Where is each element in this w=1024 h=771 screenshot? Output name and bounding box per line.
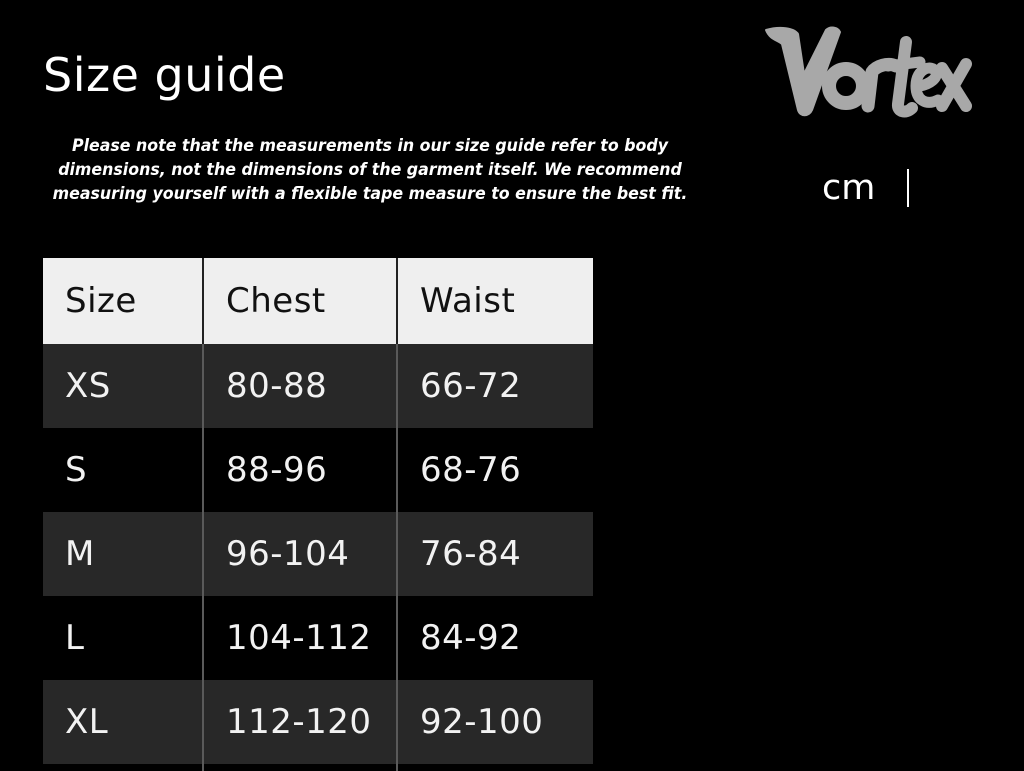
cell-size: L <box>43 596 203 680</box>
cell-chest: 104-112 <box>203 596 397 680</box>
unit-switch[interactable] <box>822 168 909 208</box>
table-row <box>43 344 593 428</box>
cell-waist: 68-76 <box>397 428 593 512</box>
size-table <box>43 258 593 771</box>
column-header-waist: Waist <box>397 258 593 344</box>
cell-size: S <box>43 428 203 512</box>
cell-chest: 112-120 <box>203 680 397 764</box>
page-title: Size guide <box>43 48 286 102</box>
cell-waist: 66-72 <box>397 344 593 428</box>
column-header-chest: Chest <box>203 258 397 344</box>
table-row-partial <box>43 764 593 771</box>
cell-waist: 92-100 <box>397 680 593 764</box>
cell-size: XL <box>43 680 203 764</box>
unit-cm-option[interactable]: cm <box>822 168 876 208</box>
cell-empty <box>43 764 203 771</box>
cell-chest: 88-96 <box>203 428 397 512</box>
cell-waist: 84-92 <box>397 596 593 680</box>
table-row <box>43 512 593 596</box>
cell-empty <box>397 764 593 771</box>
measurement-note: Please note that the measurements in our size guide refer to body dimensions, not the dimensions of the garment itself. We recommend measuring yourself with a flexible tape measure to ensure the best fit. <box>52 136 688 204</box>
table-header-row <box>43 258 593 344</box>
cell-size: XS <box>43 344 203 428</box>
table-row <box>43 596 593 680</box>
vortex-logo-icon <box>760 14 974 124</box>
cell-waist: 76-84 <box>397 512 593 596</box>
cell-chest: 80-88 <box>203 344 397 428</box>
table-row <box>43 680 593 764</box>
cell-size: M <box>43 512 203 596</box>
unit-divider <box>907 169 909 207</box>
cell-chest: 96-104 <box>203 512 397 596</box>
table-row <box>43 428 593 512</box>
brand-logo <box>760 14 974 124</box>
cell-empty <box>203 764 397 771</box>
column-header-size: Size <box>43 258 203 344</box>
